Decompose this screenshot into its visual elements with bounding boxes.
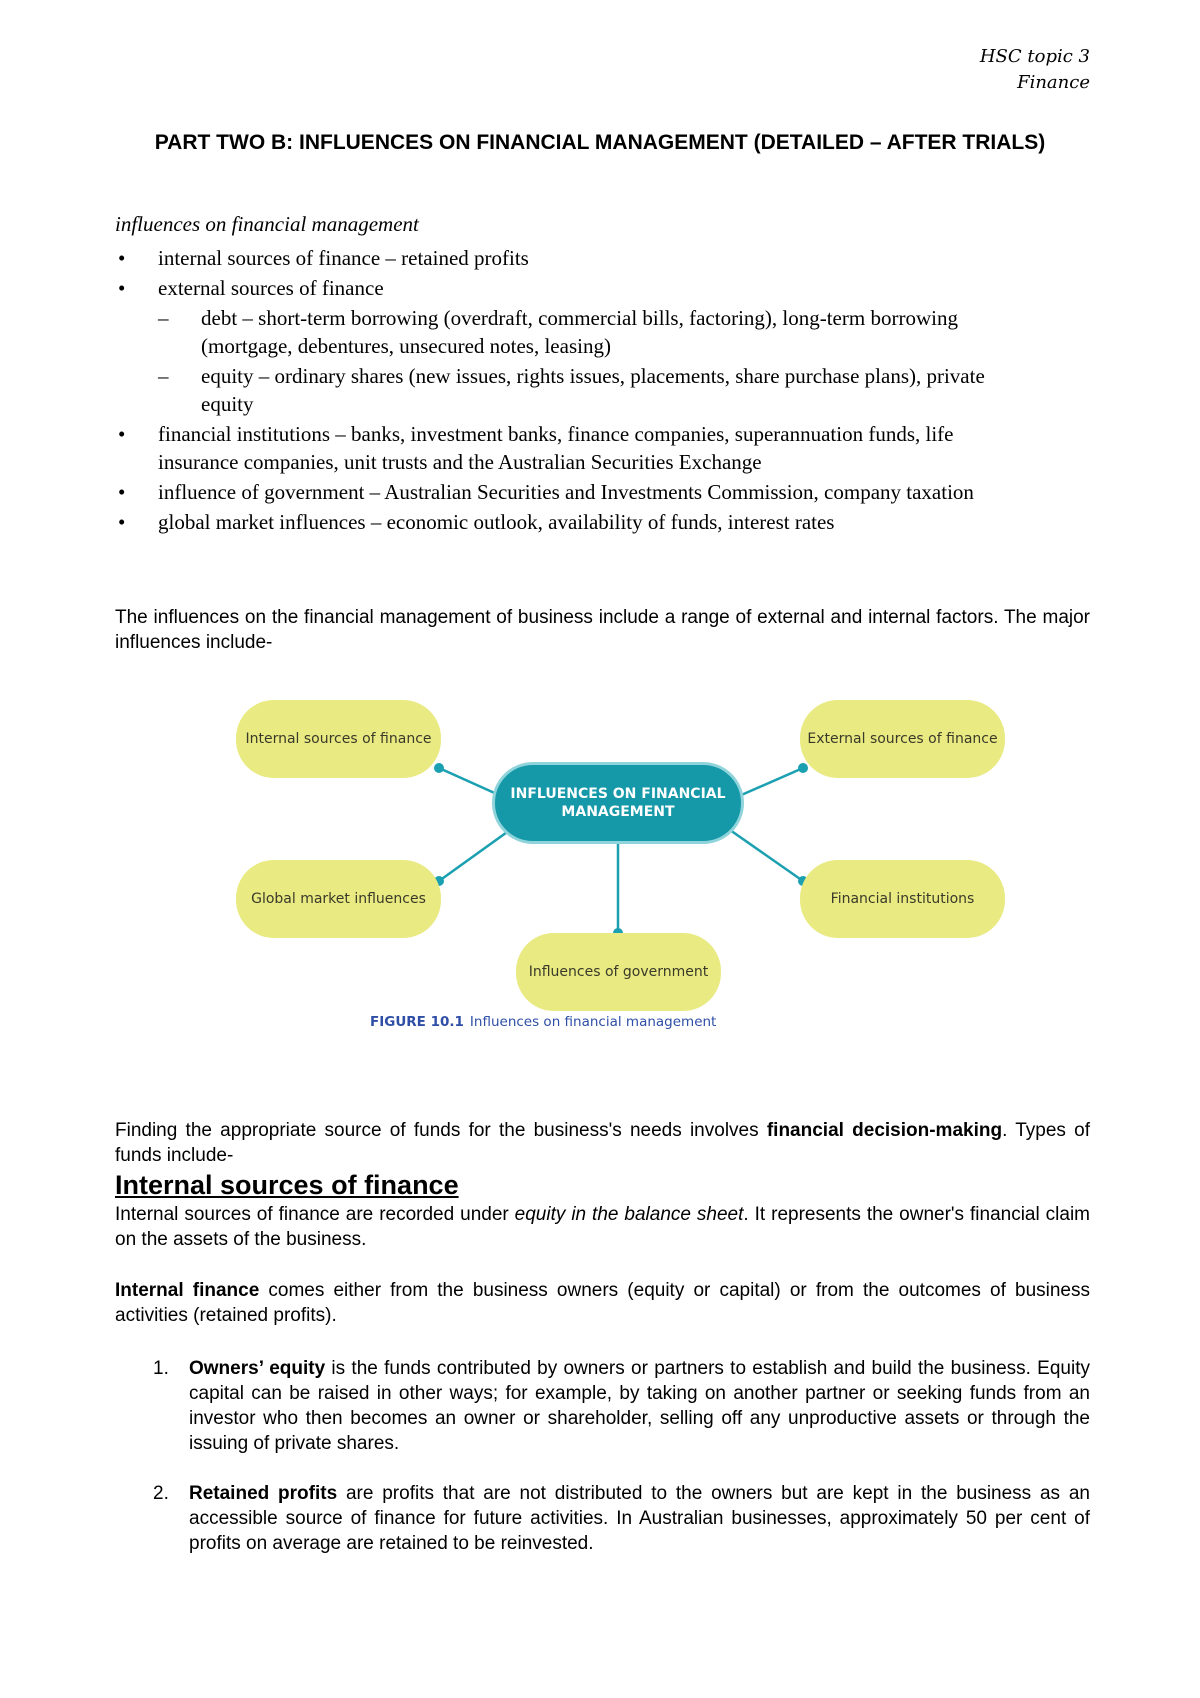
list-item <box>115 1481 1090 1556</box>
syllabus-text: external sources of finance <box>158 276 384 300</box>
node-external-sources: External sources of finance <box>800 700 1005 778</box>
list-item <box>115 1356 1090 1456</box>
node-global-market: Global market influences <box>236 860 441 938</box>
list-number: 1. <box>153 1358 169 1379</box>
list-item <box>115 244 1015 272</box>
list-item-term: Retained profits <box>189 1483 338 1504</box>
list-item-text: are profits that are not distributed to the owners but are kept in the business as an accessible source of finance for future activities. In Australian businesses, approximately 50 per cent of profits on average are retained to be reinvested. <box>189 1483 1090 1554</box>
bullet-icon: • <box>118 510 126 534</box>
section-title: Internal sources of finance <box>115 1170 459 1200</box>
page-header <box>980 44 1090 96</box>
bullet-icon: • <box>118 422 126 446</box>
figure-label: FIGURE 10.1 <box>370 1014 464 1030</box>
influences-diagram <box>220 692 1010 1042</box>
internal-finance-paragraph <box>115 1278 1090 1328</box>
node-financial-institutions: Financial institutions <box>800 860 1005 938</box>
connector-dot <box>434 763 444 773</box>
list-item <box>115 478 1015 506</box>
syllabus-text: financial institutions – banks, investment banks, finance companies, superannuation funds, life insurance companies, unit trusts and the Australian Securities Exchange <box>158 422 954 474</box>
header-subject: Finance <box>1017 72 1090 93</box>
bullet-icon: • <box>118 246 126 270</box>
list-item <box>115 304 1015 360</box>
internal-text-italic: equity in the balance sheet <box>514 1204 744 1225</box>
list-item-text: is the funds contributed by owners or partners to establish and build the business. Equity capital can be raised in other ways; for example, by taking on another partner or seeking funds from an investor who then becomes an owner or shareholder, selling off any unproductive assets or through the issuing of private shares. <box>189 1358 1090 1454</box>
bullet-icon: • <box>118 480 126 504</box>
internal-finance-bold: Internal finance <box>115 1280 260 1301</box>
funds-text-after: . Types of funds include- <box>115 1120 1091 1166</box>
figure-text: Influences on financial management <box>469 1014 717 1030</box>
funds-text-bold: financial decision-making <box>766 1120 1003 1141</box>
node-internal-sources: Internal sources of finance <box>236 700 441 778</box>
internal-paragraph <box>115 1202 1090 1252</box>
dash-icon: – <box>158 364 169 388</box>
list-item <box>115 508 1015 536</box>
syllabus-heading: influences on financial management <box>115 212 419 236</box>
node-government: Influences of government <box>516 933 721 1011</box>
internal-finance-text: comes either from the business owners (equity or capital) or from the outcomes of business activities (retained profits). <box>115 1280 1091 1326</box>
dash-icon: – <box>158 306 169 330</box>
bullet-icon: • <box>118 276 126 300</box>
page-title: PART TWO B: INFLUENCES ON FINANCIAL MANAGEMENT (DETAILED – AFTER TRIALS) <box>154 131 1046 154</box>
syllabus-text: global market influences – economic outlook, availability of funds, interest rates <box>158 510 835 534</box>
syllabus-text: influence of government – Australian Securities and Investments Commission, company taxation <box>158 480 974 504</box>
syllabus-text: debt – short-term borrowing (overdraft, commercial bills, factoring), long-term borrowing (mortgage, debentures, unsecured notes, leasing) <box>201 306 958 358</box>
funds-paragraph <box>115 1118 1090 1168</box>
syllabus-list <box>115 244 1015 536</box>
syllabus-box <box>115 210 1015 538</box>
numbered-list <box>115 1356 1090 1581</box>
header-topic: HSC topic 3 <box>979 46 1090 67</box>
list-number: 2. <box>153 1483 169 1504</box>
list-item <box>115 420 1015 476</box>
internal-text-after: . It represents the owner's financial claim on the assets of the business. <box>115 1204 1090 1250</box>
connector-line <box>730 830 803 881</box>
syllabus-text: equity – ordinary shares (new issues, rights issues, placements, share purchase plans), private equity <box>201 364 985 416</box>
list-item <box>115 274 1015 302</box>
syllabus-text: internal sources of finance – retained profits <box>158 246 529 270</box>
figure-caption <box>370 1014 716 1030</box>
list-item <box>115 362 1015 418</box>
connector-line <box>439 830 510 881</box>
list-item-term: Owners’ equity <box>189 1358 326 1379</box>
funds-text-before: Finding the appropriate source of funds for the business's needs involves <box>115 1120 767 1141</box>
internal-text-before: Internal sources of finance are recorded under <box>115 1204 515 1225</box>
intro-paragraph: The influences on the financial management of business include a range of external and internal factors. The major influences include- <box>115 607 1090 653</box>
connector-dot <box>798 763 808 773</box>
center-node: INFLUENCES ON FINANCIAL MANAGEMENT <box>492 762 744 844</box>
